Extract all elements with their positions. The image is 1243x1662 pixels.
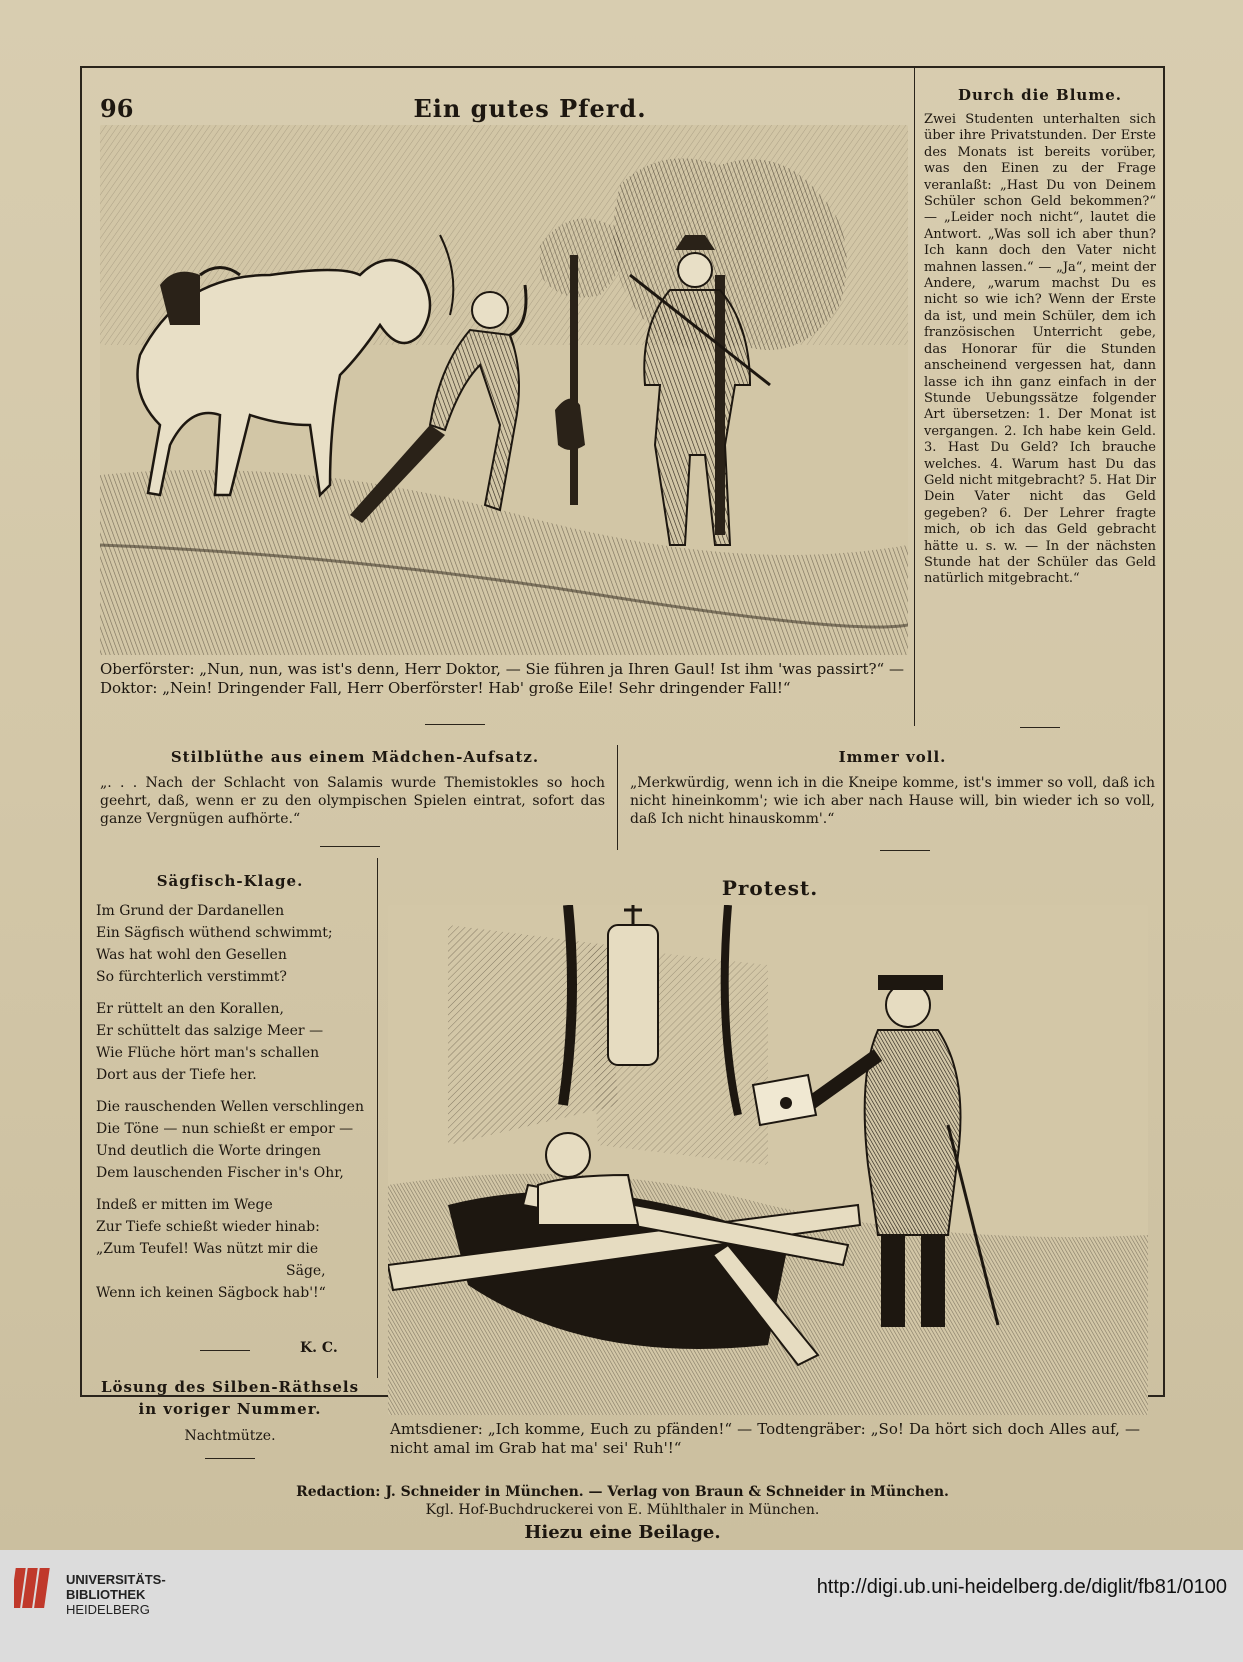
digital-library-footer xyxy=(0,1550,1243,1662)
loesung-answer: Nachtmütze. xyxy=(184,1428,276,1444)
poem-line: Die rauschenden Wellen verschlingen xyxy=(96,1099,364,1115)
poem-line: Ein Sägfisch wüthend schwimmt; xyxy=(96,925,333,941)
poem-stanza-1 xyxy=(96,900,371,988)
poem-line: Die Töne — nun schießt er empor — xyxy=(96,1121,354,1137)
poem-divider xyxy=(377,858,378,1378)
imprint-line-3: Hiezu eine Beilage. xyxy=(524,1522,721,1543)
caption-rule xyxy=(425,724,485,725)
engraving-grave-scene xyxy=(388,905,1148,1415)
immer-voll-title: Immer voll. xyxy=(838,748,947,766)
engraving-horse-scene xyxy=(100,125,908,655)
poem-line: Dort aus der Tiefe her. xyxy=(96,1067,257,1083)
sidebar-rule xyxy=(1020,727,1060,728)
poem-line: Wie Flüche hört man's schallen xyxy=(96,1045,320,1061)
poem-line: Wenn ich keinen Sägbock hab'!“ xyxy=(96,1285,326,1301)
poem-stanza-2 xyxy=(96,998,371,1086)
poem-line: Dem lauschenden Fischer in's Ohr, xyxy=(96,1165,344,1181)
poem-line: Er rüttelt an den Korallen, xyxy=(96,1001,284,1017)
mid-divider xyxy=(617,745,618,850)
caption-good-horse: Oberförster: „Nun, nun, was ist's denn, Herr Doktor, — Sie führen ja Ihren Gaul! Ist ihm 'was passirt?“ — Doktor: „Nein! Dringender Fall, Herr Oberförster! Hab' große Eile! Sehr dringender Fall!“ xyxy=(100,660,904,697)
protest-title: Protest. xyxy=(721,876,819,900)
stilbluethe-text: „. . . Nach der Schlacht von Salamis wurde Themistokles so hoch geehrt, daß, wenn er zu den olympischen Spielen eintrat, sofort das ganze Vergnügen aufhörte.“ xyxy=(100,775,605,827)
protest-caption: Amtsdiener: „Ich komme, Euch zu pfänden!“ — Todtengräber: „So! Da hört sich doch Alles auf, — nicht amal im Grab hat ma' sei' Ruh'!“ xyxy=(390,1420,1140,1457)
immer-voll-rule xyxy=(880,850,930,851)
loesung-rule xyxy=(205,1458,255,1459)
library-logo-text xyxy=(66,1572,166,1617)
illustration-good-horse xyxy=(100,125,908,655)
illustration-protest xyxy=(388,905,1148,1415)
sidebar-divider xyxy=(914,66,915,726)
stilbluethe-rule xyxy=(320,846,380,847)
page-title: Ein gutes Pferd. xyxy=(413,94,647,123)
poem-line: Er schüttelt das salzige Meer — xyxy=(96,1023,324,1039)
poem-rule xyxy=(200,1350,250,1351)
poem-line: Zur Tiefe schießt wieder hinab: xyxy=(96,1219,320,1235)
frame-right xyxy=(1163,66,1165,1396)
poem-stanza-4 xyxy=(96,1194,371,1304)
poem-line: Was hat wohl den Gesellen xyxy=(96,947,287,963)
poem-author: K. C. xyxy=(300,1340,338,1356)
stilbluethe-title: Stilblüthe aus einem Mädchen-Aufsatz. xyxy=(170,748,540,766)
page-number: 96 xyxy=(100,94,134,123)
loesung-title-1: Lösung des Silben-Räthsels xyxy=(100,1378,360,1396)
logo-line-3: HEIDELBERG xyxy=(66,1602,150,1617)
immer-voll-text: „Merkwürdig, wenn ich in die Kneipe komme, ist's immer so voll, daß ich nicht hineinkomm'; wie ich aber nach Hause will, bin wieder ich so voll, daß Ich nicht hinauskomm'.“ xyxy=(630,775,1155,827)
poem-line: Säge, xyxy=(286,1263,326,1279)
imprint-line-1: Redaction: J. Schneider in München. — Verlag von Braun & Schneider in München. xyxy=(296,1484,949,1500)
frame-top xyxy=(80,66,1165,68)
poem-line: Und deutlich die Worte dringen xyxy=(96,1143,321,1159)
frame-left xyxy=(80,66,82,1396)
poem-line: „Zum Teufel! Was nützt mir die xyxy=(96,1241,319,1257)
poem-line: Indeß er mitten im Wege xyxy=(96,1197,273,1213)
sidebar-title: Durch die Blume. xyxy=(958,86,1122,104)
loesung-title-2: in voriger Nummer. xyxy=(138,1400,322,1418)
poem-line: Im Grund der Dardanellen xyxy=(96,903,285,919)
logo-line-2: BIBLIOTHEK xyxy=(66,1587,146,1602)
poem-line: So fürchterlich verstimmt? xyxy=(96,969,287,985)
sidebar-text: Zwei Studenten unterhalten sich über ihre Privatstunden. Der Erste des Monats ist bereits vorüber, was den Einen zu der Frage veranlaßt: „Hast Du von Deinem Schüler schon Geld bekommen?“ — „Leider noch nicht“, lautet die Antwort. „Was soll ich aber thun? Ich kann doch den Vater nicht mahnen lassen.“ — „Ja“, meint der Andere, „warum machst Du es nicht so wie ich? Wenn der Erste da ist, und mein Schüler, dem ich französischen Unterricht gebe, das Honorar für die Stunden anscheinend vergessen hat, dann lasse ich ihn ganz einfach in der Stunde Uebungssätze folgender Art übersetzen: 1. Der Monat ist vergangen. 2. Ich habe kein Geld. 3. Hast Du Geld? Ich brauche welches. 4. Warum hast Du das Geld nicht mitgebracht? 5. Hat Dir Dein Vater nicht das Geld gegeben? 6. Der Lehrer fragte mich, ob ich das Geld gebracht hätte u. s. w. — In der nächsten Stunde hat der Schüler das Geld natürlich mitgebracht.“ xyxy=(924,112,1156,587)
poem-body xyxy=(96,900,371,1314)
poem-stanza-3 xyxy=(96,1096,371,1184)
university-seal-icon xyxy=(14,1566,54,1610)
imprint-line-2: Kgl. Hof-Buchdruckerei von E. Mühlthaler in München. xyxy=(425,1502,820,1518)
logo-line-1: UNIVERSITÄTS- xyxy=(66,1572,166,1587)
poem-title: Sägfisch-Klage. xyxy=(156,872,304,890)
permalink-url[interactable]: http://digi.ub.uni-heidelberg.de/diglit/fb81/0100 xyxy=(816,1576,1227,1598)
